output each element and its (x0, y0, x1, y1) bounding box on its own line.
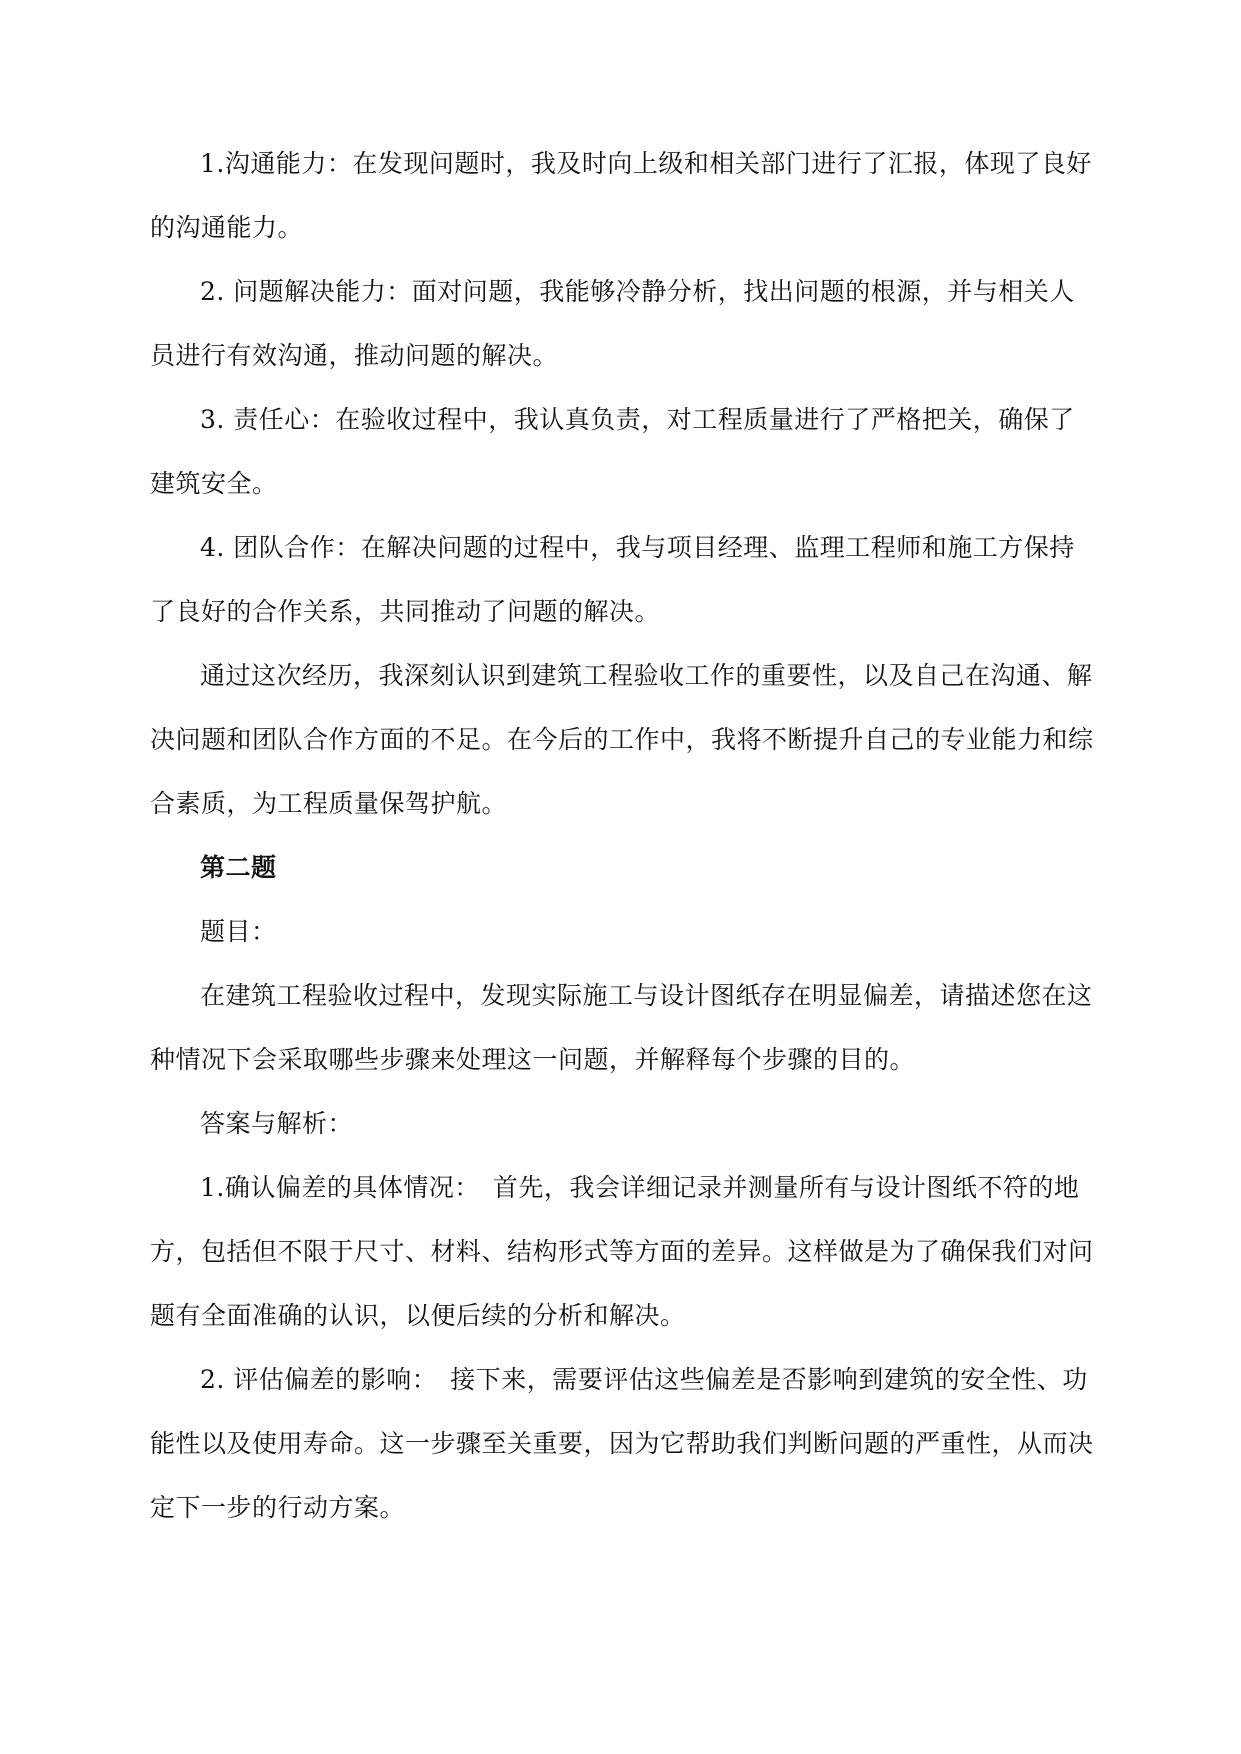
document-page (150, 132, 1095, 1540)
paragraph-summary: 通过这次经历，我深刻认识到建筑工程验收工作的重要性，以及自己在沟通、解决问题和团队合作方面的不足。在今后的工作中，我将不断提升自己的专业能力和综合素质，为工程质量保驾护航。 (150, 661, 1094, 818)
answer-label: 答案与解析： (200, 1109, 354, 1138)
section-title: 第二题 (200, 853, 277, 882)
paragraph-problem-solving: 2. 问题解决能力：面对问题，我能够冷静分析，找出问题的根源，并与相关人员进行有效沟通，推动问题的解决。 (150, 277, 1075, 370)
answer-step-2: 2. 评估偏差的影响： 接下来，需要评估这些偏差是否影响到建筑的安全性、功能性以及使用寿命。这一步骤至关重要，因为它帮助我们判断问题的严重性，从而决定下一步的行动方案。 (150, 1365, 1094, 1522)
question-text: 在建筑工程验收过程中，发现实际施工与设计图纸存在明显偏差，请描述您在这种情况下会采取哪些步骤来处理这一问题，并解释每个步骤的目的。 (150, 981, 1093, 1074)
paragraph-responsibility: 3. 责任心：在验收过程中，我认真负责，对工程质量进行了严格把关，确保了建筑安全。 (150, 405, 1075, 498)
question-label: 题目： (200, 917, 277, 946)
paragraph-communication: 1.沟通能力：在发现问题时，我及时向上级和相关部门进行了汇报，体现了良好的沟通能力。 (150, 149, 1092, 242)
paragraph-teamwork: 4. 团队合作：在解决问题的过程中，我与项目经理、监理工程师和施工方保持了良好的合作关系，共同推动了问题的解决。 (150, 533, 1075, 626)
answer-step-1: 1.确认偏差的具体情况： 首先，我会详细记录并测量所有与设计图纸不符的地方，包括但不限于尺寸、材料、结构形式等方面的差异。这样做是为了确保我们对问题有全面准确的认识，以便后续的分析和解决。 (150, 1173, 1094, 1330)
